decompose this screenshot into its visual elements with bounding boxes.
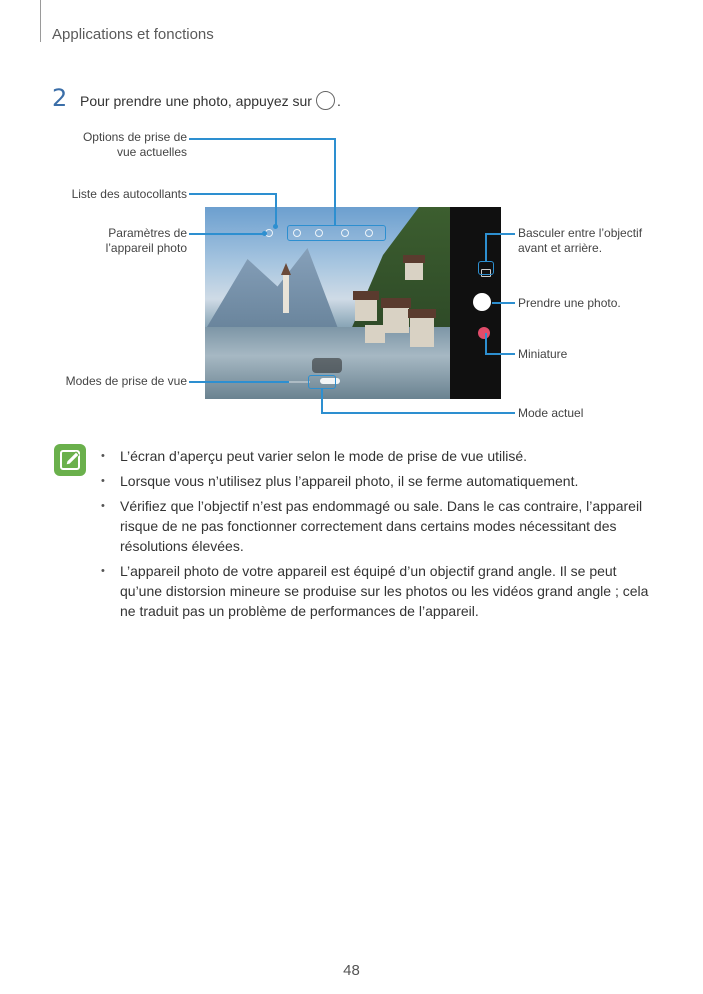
house bbox=[365, 325, 385, 343]
callout-switch bbox=[518, 226, 688, 256]
pencil-note-icon bbox=[54, 444, 86, 476]
leader-current-mode-v bbox=[321, 388, 323, 413]
house bbox=[383, 307, 409, 333]
leader-shutter bbox=[492, 302, 515, 304]
leader-thumb-v bbox=[485, 333, 487, 354]
house bbox=[410, 317, 434, 347]
shutter-button-icon bbox=[316, 91, 335, 110]
church-spire bbox=[281, 263, 291, 275]
effects-pill[interactable] bbox=[312, 358, 342, 373]
leader-switch-h bbox=[485, 233, 515, 235]
step-text-end: . bbox=[336, 92, 341, 109]
step-number: 2 bbox=[52, 84, 68, 112]
house-roof bbox=[408, 309, 436, 318]
callout-options-line1: Options de prise de bbox=[82, 130, 187, 144]
house-roof bbox=[353, 291, 379, 300]
callout-shutter: Prendre une photo. bbox=[518, 296, 621, 310]
house-roof bbox=[403, 255, 425, 263]
callout-options bbox=[60, 130, 187, 160]
header-rule bbox=[40, 0, 41, 42]
leader-settings-dot bbox=[262, 231, 267, 236]
callout-settings-line2: l’appareil photo bbox=[105, 241, 187, 255]
house bbox=[355, 299, 377, 321]
leader-options-v bbox=[334, 138, 336, 225]
callout-thumbnail: Miniature bbox=[518, 347, 568, 361]
pencil-note-icon-svg bbox=[54, 444, 86, 476]
leader-modes bbox=[189, 381, 289, 383]
leader-stickers-v bbox=[275, 193, 277, 226]
step-text: Pour prendre une photo, appuyez sur bbox=[80, 92, 312, 109]
callout-settings bbox=[60, 226, 187, 256]
callout-stickers: Liste des autocollants bbox=[71, 187, 187, 201]
notes-list bbox=[100, 446, 660, 626]
leader-options-h bbox=[189, 138, 335, 140]
callout-settings-line1: Paramètres de bbox=[108, 226, 187, 240]
leader-settings bbox=[189, 233, 264, 235]
highlight-switch bbox=[478, 261, 494, 275]
highlight-current-mode bbox=[308, 375, 336, 389]
leader-switch-v bbox=[485, 233, 487, 261]
note-item: • Lorsque vous n’utilisez plus l’appareil photo, il se ferme automatiquement. bbox=[100, 471, 660, 491]
leader-thumb-h bbox=[485, 353, 515, 355]
note-item: • Vérifiez que l’objectif n’est pas endommagé ou sale. Dans le cas contraire, l’appareil risque de ne pas fonctionner correctement dans certains modes nécessitant des résolutions élevées. bbox=[100, 496, 660, 556]
callout-switch-line2: avant et arrière. bbox=[518, 241, 603, 255]
page-number: 48 bbox=[343, 962, 360, 979]
callout-switch-line1: Basculer entre l’objectif bbox=[518, 226, 643, 240]
callout-modes: Modes de prise de vue bbox=[65, 374, 187, 388]
church-tower bbox=[283, 273, 289, 313]
leader-current-mode-h bbox=[321, 412, 515, 414]
highlight-options bbox=[287, 225, 386, 241]
callout-current-mode: Mode actuel bbox=[518, 406, 584, 420]
section-header: Applications et fonctions bbox=[52, 26, 214, 43]
callout-options-line2: vue actuelles bbox=[116, 145, 187, 159]
leader-stickers-dot bbox=[273, 224, 278, 229]
note-item: • L’appareil photo de votre appareil est équipé d’un objectif grand angle. Il se peut qu’une distorsion mineure se produise sur les photos ou les vidéos grand angle ; cela ne traduit pas un problème de performances de l’appareil. bbox=[100, 561, 660, 621]
house-roof bbox=[381, 298, 411, 308]
leader-stickers-h bbox=[189, 193, 276, 195]
note-item: • L’écran d’aperçu peut varier selon le mode de prise de vue utilisé. bbox=[100, 446, 660, 466]
house bbox=[405, 262, 423, 280]
step-instruction bbox=[80, 91, 341, 110]
thumbnail-preview[interactable] bbox=[478, 327, 490, 339]
shutter-button[interactable] bbox=[473, 293, 491, 311]
